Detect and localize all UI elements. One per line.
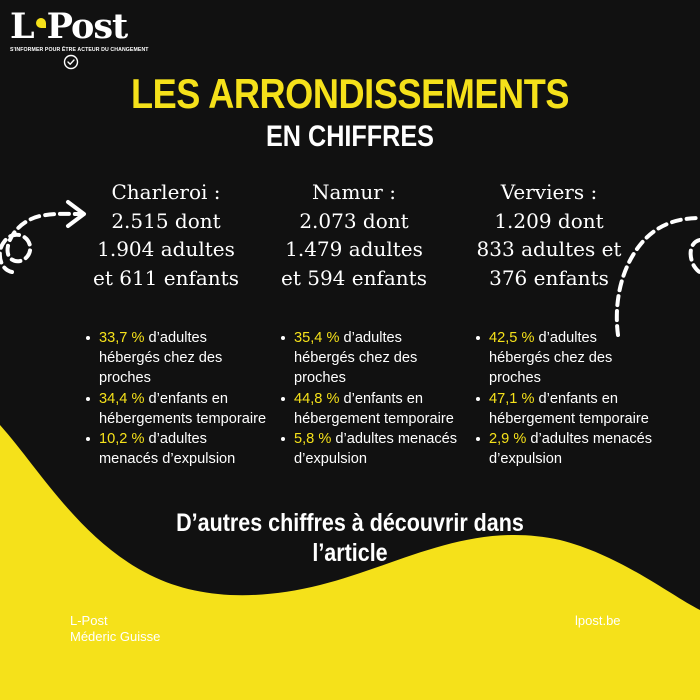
city-adults: 1.479 adultes (285, 237, 423, 261)
stat-percentage: 44,8 % (294, 390, 340, 407)
stat-percentage: 47,1 % (489, 390, 535, 407)
call-to-action (49, 508, 651, 568)
stat-label: d’adultes menacés d’expulsion (489, 431, 653, 468)
city-adults: 1.904 adultes (97, 237, 235, 261)
city-total: 2.073 dont (299, 208, 409, 233)
stat-percentage: 35,4 % (294, 330, 340, 346)
list-item (279, 429, 464, 469)
website-link[interactable]: lpost.be (575, 613, 621, 628)
cta-line-1: D’autres chiffres à découvrir dans (176, 509, 524, 537)
footer-credits (70, 613, 160, 645)
stats-list-verviers (474, 328, 659, 469)
list-item (474, 429, 659, 469)
footer-author: Méderic Guisse (70, 629, 161, 644)
city-block-verviers (449, 178, 649, 292)
logo-tagline: S'INFORMER POUR ÊTRE ACTEUR DU CHANGEMENT (10, 47, 149, 53)
stat-percentage: 42,5 % (489, 330, 535, 346)
stats-list-charleroi (84, 328, 269, 469)
city-name: Charleroi : (111, 180, 221, 204)
list-item (279, 328, 464, 389)
list-item (279, 389, 464, 429)
city-children: 376 enfants (489, 265, 609, 290)
city-block-charleroi (66, 178, 266, 292)
stats-list-namur (279, 328, 464, 469)
city-name: Verviers : (500, 180, 598, 204)
list-item (474, 389, 659, 429)
page-subtitle: EN CHIFFRES (265, 120, 434, 153)
stat-label: d’adultes hébergés chez des proches (489, 330, 613, 387)
city-block-namur (254, 178, 454, 292)
stat-percentage: 10,2 % (99, 431, 145, 448)
stat-label: d’enfants en hébergements temporaire (99, 390, 267, 427)
city-children: et 611 enfants (93, 265, 239, 290)
list-item (84, 328, 269, 389)
logo-wordmark: L Post (10, 6, 128, 47)
lpost-logo[interactable] (10, 6, 149, 53)
city-total: 1.209 dont (494, 208, 604, 233)
logo-leaf-icon (36, 18, 46, 28)
stat-label: d’adultes hébergés chez des proches (294, 330, 418, 387)
list-item (474, 328, 659, 389)
check-circle-icon (63, 54, 79, 70)
city-adults: 833 adultes et (476, 237, 622, 261)
footer-brand: L-Post (70, 613, 108, 628)
stat-label: d’adultes menacés d’expulsion (99, 431, 236, 468)
stat-percentage: 5,8 % (294, 431, 332, 448)
stat-percentage: 34,4 % (99, 390, 145, 407)
city-name: Namur : (312, 180, 396, 204)
list-item (84, 429, 269, 469)
stat-label: d’adultes hébergés chez des proches (99, 330, 223, 387)
stat-label: d’enfants en hébergement temporaire (489, 390, 649, 427)
list-item (84, 389, 269, 429)
city-children: et 594 enfants (281, 265, 427, 290)
stat-percentage: 2,9 % (489, 431, 527, 448)
city-total: 2.515 dont (111, 208, 221, 233)
stat-label: d’enfants en hébergement temporaire (294, 390, 454, 427)
stat-percentage: 33,7 % (99, 330, 145, 346)
stat-label: d’adultes menacés d’expulsion (294, 431, 458, 468)
page-title: LES ARRONDISSEMENTS (130, 70, 570, 117)
cta-line-2: l’article (312, 539, 388, 567)
